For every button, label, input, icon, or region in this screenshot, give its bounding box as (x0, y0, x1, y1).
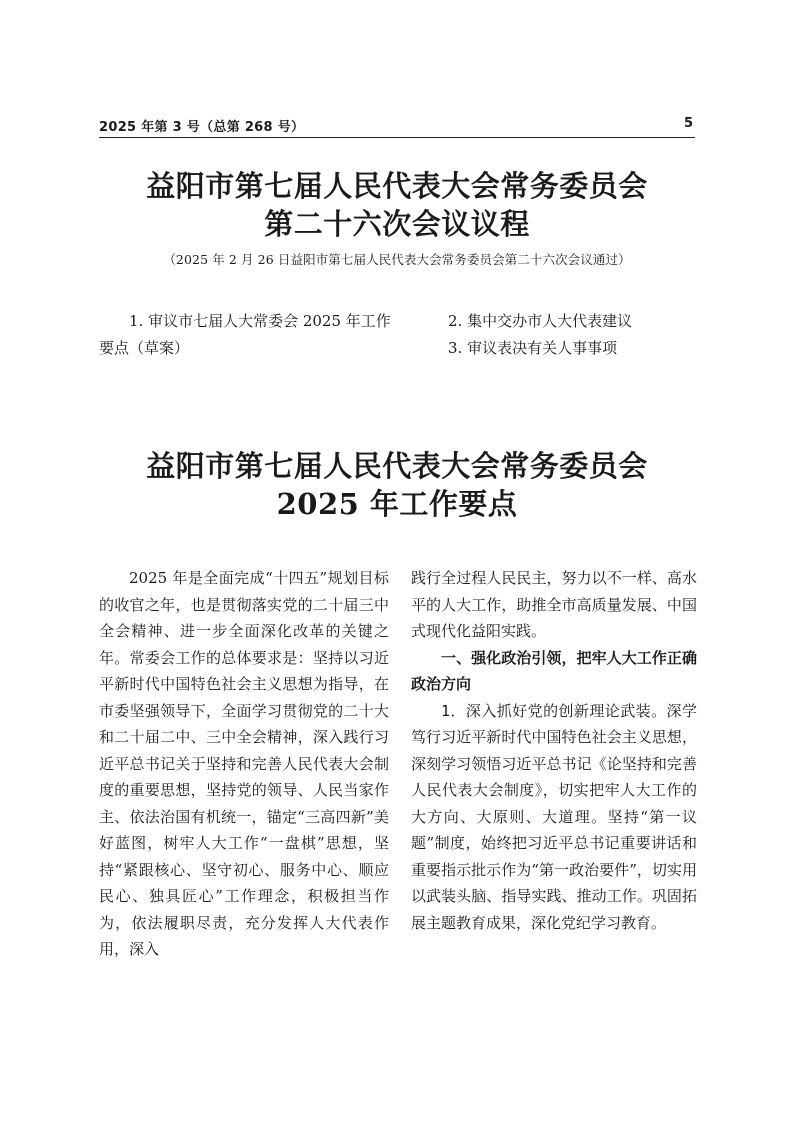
agenda-item: 1. 审议市七届人大常委会 2025 年工作要点（草案） (99, 312, 391, 357)
body-column-right (411, 565, 697, 936)
workplan-title-line1: 益阳市第七届人民代表大会常务委员会 (146, 449, 648, 483)
agenda-list-right (418, 308, 694, 362)
workplan-title (99, 447, 695, 523)
running-header (99, 115, 695, 138)
agenda-item: 2. 集中交办市人大代表建议 (448, 312, 633, 330)
intro-paragraph-part1: 2025 年是全面完成“十四五”规划目标的收官之年，也是贯彻落实党的二十届三中全会精神、进一步全面深化改革的关键之年。常委会工作的总体要求是：坚持以习近平新时代中国特色社会主义思想为指导，在市委坚强领导下，全面学习贯彻党的二十大和二十届二中、三中全会精神，深入践行习近平总书记关于坚持和完善人民代表大会制度的重要思想，坚持党的领导、人民当家作主、依法治国有机统一，锚定“三高四新”美好蓝图，树牢人大工作“一盘棋”思想，坚持“紧跟核心、坚守初心、服务中心、顺应民心、独具匠心”工作理念，积极担当作为，依法履职尽责，充分发挥人大代表作用，深入 (99, 569, 389, 958)
workplan-title-line2: 2025 年工作要点 (276, 487, 518, 521)
agenda-item: 3. 审议表决有关人事事项 (448, 339, 618, 357)
agenda-subtitle: （2025 年 2 月 26 日益阳市第七届人民代表大会常务委员会第二十六次会议通过） (163, 252, 631, 267)
body-column-left (99, 565, 389, 963)
issue-number: 2025 年第 3 号（总第 268 号） (99, 120, 305, 135)
page-number: 5 (683, 116, 693, 131)
intro-paragraph-part2: 践行全过程人民民主，努力以不一样、高水平的人大工作，助推全市高质量发展、中国式现代化益阳实践。 (411, 569, 697, 640)
item-lead: 1．深入抓好党的创新理论武装。 (441, 701, 667, 720)
agenda-title-line2: 第二十六次会议议程 (264, 207, 530, 241)
item-paragraph (411, 698, 697, 937)
item-body: 深学笃行习近平新时代中国特色社会主义思想，深刻学习领悟习近平总书记《论坚持和完善人民代表大会制度》，切实把牢人大工作的大方向、大原则、大道理。坚持“第一议题”制度，始终把习近平总书记重要讲话和重要指示批示作为“第一政治要件”，切实用以武装头脑、指导实践、推动工作。巩固拓展主题教育成果，深化党纪学习教育。 (411, 701, 697, 932)
section-heading: 一、强化政治引领，把牢人大工作正确政治方向 (411, 648, 697, 693)
agenda-title-line1: 益阳市第七届人民代表大会常务委员会 (146, 169, 648, 203)
agenda-title (99, 167, 695, 243)
agenda-list-left (99, 308, 395, 362)
